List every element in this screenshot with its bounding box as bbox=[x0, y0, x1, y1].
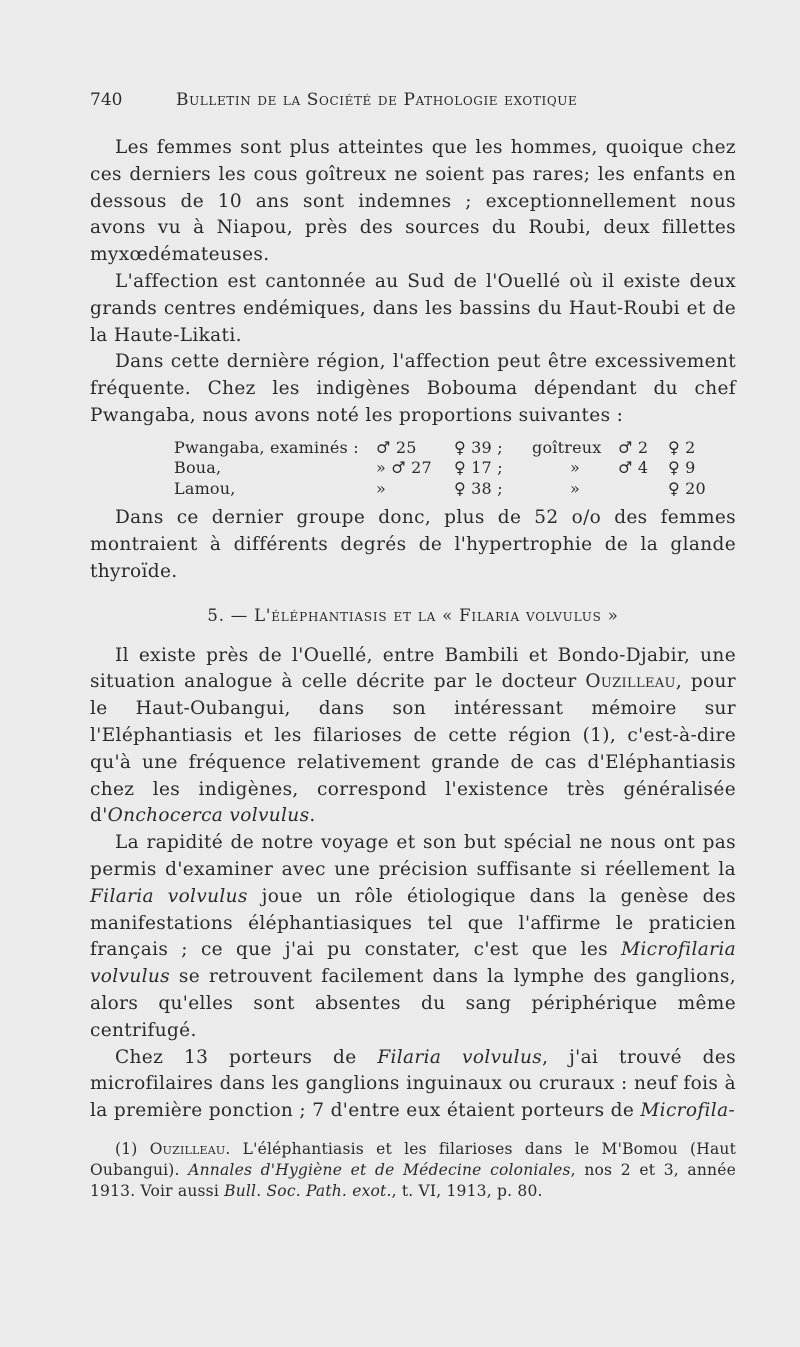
males-cell: » ♂ 27 bbox=[376, 458, 432, 478]
species-name: Onchocerca volvulus bbox=[107, 805, 310, 827]
goitre-males-cell: ♂ 2 bbox=[618, 437, 649, 457]
footnote bbox=[90, 1139, 736, 1202]
females-cell: ♀ 39 ; bbox=[454, 437, 503, 457]
text-run: . bbox=[309, 805, 316, 827]
males-cell: » bbox=[376, 478, 386, 498]
paragraph: Dans ce dernier groupe donc, plus de 52 o/o des femmes montraient à différents degrés de l'hypertrophie de la glande thyroïde. bbox=[90, 507, 736, 582]
author-name: Ouzilleau bbox=[585, 671, 676, 693]
goitre-males-cell bbox=[618, 479, 668, 500]
goitre-proportions-table bbox=[174, 438, 736, 500]
running-title: Bulletin de la Société de Pathologie exotique bbox=[176, 90, 578, 110]
goitre-females-cell: ♀ 2 bbox=[668, 437, 696, 457]
journal-abbrev: Bull. Soc. Path. exot. bbox=[224, 1182, 392, 1200]
species-name: Filaria volvulus bbox=[377, 1046, 543, 1068]
text-run: . L'éléphantiasis et les filarioses dans le M'Bomou (Haut Oubangui). bbox=[90, 1140, 736, 1179]
footnote-marker: (1) bbox=[115, 1140, 150, 1158]
text-run: , j'ai trouvé des microfilaires dans les ganglions inguinaux ou cruraux : neuf fois à la première ponction ; 7 d'entre eux étaient porteurs de bbox=[90, 1046, 736, 1122]
females-cell: ♀ 38 ; bbox=[454, 478, 503, 498]
label-cell: goîtreux bbox=[532, 437, 602, 457]
goitre-females-cell: ♀ 20 bbox=[668, 478, 706, 498]
text-run: se retrouvent facilement dans la lymphe des ganglions, alors qu'elles sont absentes du sang périphérique même centrifugé. bbox=[90, 966, 736, 1041]
paragraph: Les femmes sont plus atteintes que les hommes, quoique chez ces derniers les cous goîtreux ne soient pas rares; les enfants en dessous de 10 ans sont indemnes ; exceptionnellement nous avons vu à Niapou, près des sources du Roubi, deux fillettes myxœdémateuses. bbox=[90, 137, 736, 266]
author-name: Ouzilleau bbox=[149, 1140, 226, 1158]
running-header bbox=[90, 90, 736, 110]
text-run: La rapidité de notre voyage et son but spécial ne nous ont pas permis d'examiner avec une précision suffisante si réellement la bbox=[90, 832, 736, 881]
species-name: Filaria volvulus bbox=[90, 885, 248, 907]
table-row bbox=[174, 479, 736, 500]
table-row bbox=[174, 438, 736, 459]
paragraph bbox=[90, 1045, 736, 1125]
paragraph bbox=[90, 830, 736, 1044]
table-row bbox=[174, 458, 736, 479]
text-run: , t. VI, 1913, p. 80. bbox=[391, 1182, 543, 1200]
section-heading: 5. — L'éléphantiasis et la « Filaria volvulus » bbox=[207, 605, 619, 625]
label-cell: » bbox=[570, 478, 580, 498]
journal-title: Annales d'Hygiène et de Médecine coloniales bbox=[188, 1161, 571, 1179]
goitre-females-cell: ♀ 9 bbox=[668, 458, 696, 478]
label-cell: » bbox=[570, 458, 580, 478]
goitre-males-cell: ♂ 4 bbox=[618, 458, 649, 478]
paragraph bbox=[90, 643, 736, 831]
species-name: Microfila- bbox=[640, 1100, 736, 1122]
text-run: Chez 13 porteurs de bbox=[115, 1046, 378, 1068]
paragraph: Dans cette dernière région, l'affection peut être excessivement fréquente. Chez les indigènes Bobouma dépendant du chef Pwangaba, nous avons noté les proportions suivantes : bbox=[90, 351, 736, 426]
text-run: Il existe près de l'Ouellé, entre Bambili et Bondo-Djabir, une situation analogue à celle décrite par le docteur bbox=[90, 644, 736, 693]
place-cell: Lamou, bbox=[174, 478, 236, 498]
females-cell: ♀ 17 ; bbox=[454, 458, 503, 478]
text-run: joue un rôle étiologique dans la genèse des manifestations éléphantiasiques tel que l'affirme le praticien français ; ce que j'ai pu constater, c'est que les bbox=[90, 885, 736, 961]
species-name: Microfilaria volvulus bbox=[90, 939, 736, 988]
page-number: 740 bbox=[90, 90, 123, 110]
paragraph: L'affection est cantonnée au Sud de l'Ouellé où il existe deux grands centres endémiques, dans les bassins du Haut-Roubi et de la Haute-Likati. bbox=[90, 270, 736, 346]
males-cell: ♂ 25 bbox=[376, 437, 417, 457]
place-cell: Boua, bbox=[174, 458, 222, 478]
place-cell: Pwangaba, examinés : bbox=[174, 437, 359, 457]
text-run: , pour le Haut-Oubangui, dans son intéressant mémoire sur l'Eléphantiasis et les filarioses de cette région (1), c'est-à-dire qu'à une fréquence relativement grande de cas d'Eléphantiasis chez les indigènes, correspond l'existence très généralisée d' bbox=[90, 671, 737, 827]
page-body bbox=[90, 135, 736, 1202]
text-run: , nos 2 et 3, année 1913. Voir aussi bbox=[90, 1161, 736, 1200]
